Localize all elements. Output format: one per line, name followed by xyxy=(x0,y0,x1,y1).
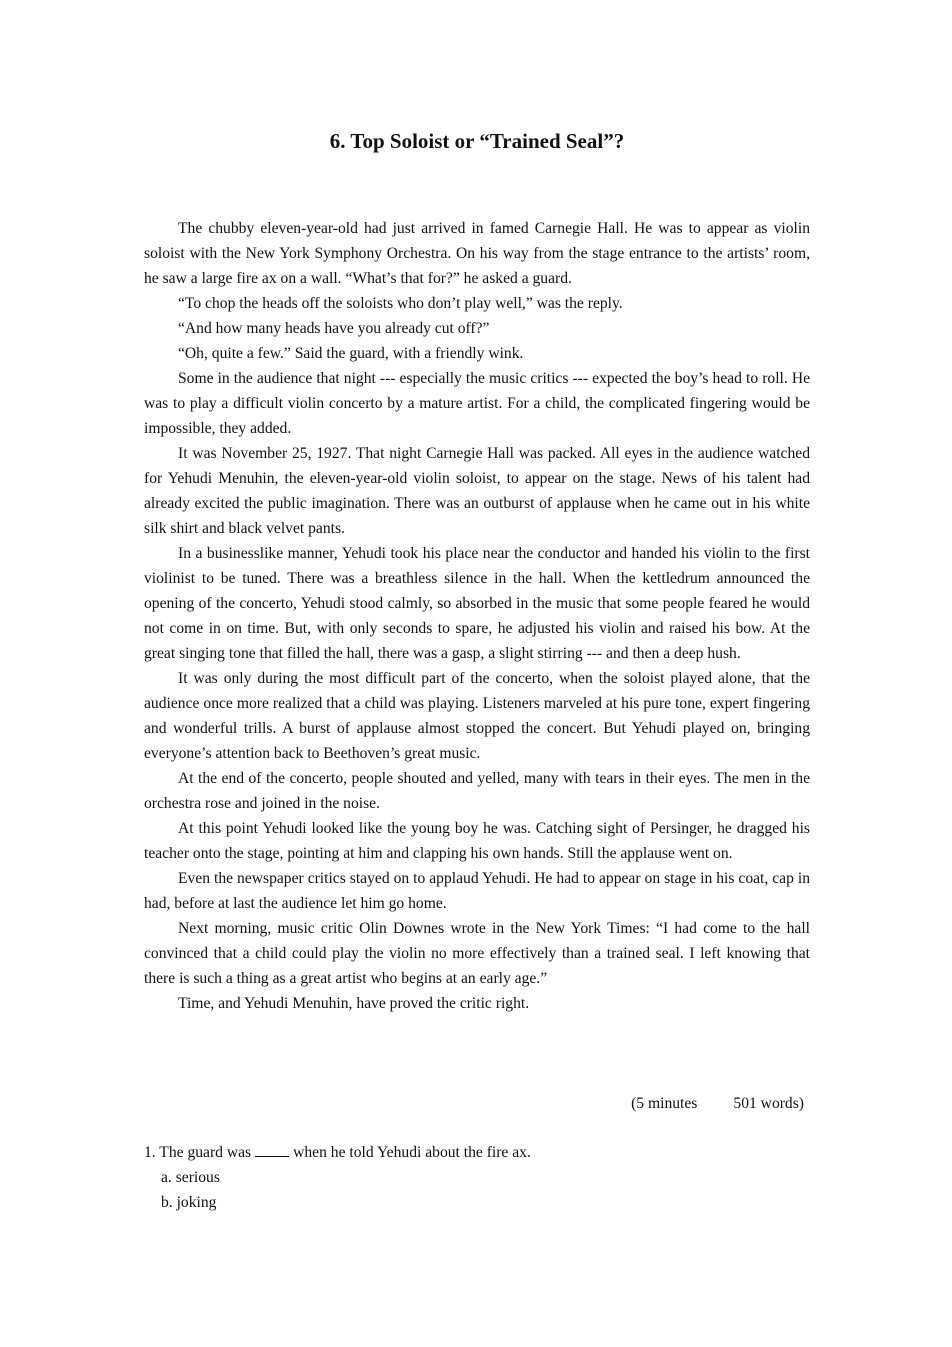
paragraph: It was November 25, 1927. That night Carnegie Hall was packed. All eyes in the audience watched for Yehudi Menuhin, the eleven-year-old violin soloist, to appear on the stage. News of his talent had already excited the public imagination. There was an outburst of applause when he came out in his white silk shirt and black velvet pants. xyxy=(144,445,810,537)
article-title: 6. Top Soloist or “Trained Seal”? xyxy=(329,129,625,153)
answer-blank xyxy=(255,1142,289,1157)
word-count: 501 words) xyxy=(733,1095,804,1112)
reading-time: (5 minutes xyxy=(631,1095,698,1112)
paragraph: Next morning, music critic Olin Downes wrote in the New York Times: “I had come to the hall convinced that a child could play the violin no more effectively than a trained seal. I left knowing that there is such a thing as a great artist who begins at an early age.” xyxy=(144,920,810,987)
paragraph: It was only during the most difficult part of the concerto, when the soloist played alone, that the audience once more realized that a child was playing. Listeners marveled at his pure tone, expert fingering and wonderful trills. A burst of applause almost stopped the concert. But Yehudi played on, bringing everyone’s attention back to Beethoven’s great music. xyxy=(144,670,810,762)
paragraph: “To chop the heads off the soloists who don’t play well,” was the reply. xyxy=(178,295,623,312)
paragraph: Even the newspaper critics stayed on to applaud Yehudi. He had to appear on stage in his coat, cap in had, before at last the audience let him go home. xyxy=(144,870,810,912)
paragraph: “Oh, quite a few.” Said the guard, with a friendly wink. xyxy=(178,345,524,362)
paragraph: At this point Yehudi looked like the young boy he was. Catching sight of Persinger, he dragged his teacher onto the stage, pointing at him and clapping his own hands. Still the applause went on. xyxy=(144,820,810,862)
paragraph: Some in the audience that night --- especially the music critics --- expected the boy’s head to roll. He was to play a difficult violin concerto by a mature artist. For a child, the complicated fingering would be impossible, they added. xyxy=(144,370,810,437)
paragraph: At the end of the concerto, people shouted and yelled, many with tears in their eyes. The men in the orchestra rose and joined in the noise. xyxy=(144,770,810,812)
paragraph: “And how many heads have you already cut off?” xyxy=(178,320,490,337)
article-body xyxy=(144,216,810,1016)
paragraph: In a businesslike manner, Yehudi took his place near the conductor and handed his violin to the first violinist to be tuned. There was a breathless silence in the hall. When the kettledrum announced the opening of the concerto, Yehudi stood calmly, so absorbed in the music that some people feared he would not come in on time. But, with only seconds to spare, he adjusted his violin and raised his bow. At the great singing tone that filled the hall, there was a gasp, a slight stirring --- and then a deep hush. xyxy=(144,545,810,662)
question-suffix: when he told Yehudi about the fire ax. xyxy=(293,1144,531,1161)
question-prefix: 1. The guard was xyxy=(144,1144,252,1161)
question-block xyxy=(144,1140,810,1215)
option-b: b. joking xyxy=(161,1194,217,1211)
question-text xyxy=(144,1140,810,1165)
option-a: a. serious xyxy=(161,1169,220,1186)
paragraph: Time, and Yehudi Menuhin, have proved the critic right. xyxy=(178,995,530,1012)
paragraph: The chubby eleven-year-old had just arrived in famed Carnegie Hall. He was to appear as violin soloist with the New York Symphony Orchestra. On his way from the stage entrance to the artists’ room, he saw a large fire ax on a wall. “What’s that for?” he asked a guard. xyxy=(144,220,810,287)
reading-stats xyxy=(631,1091,804,1116)
document-page xyxy=(144,0,810,1347)
answer-options xyxy=(144,1165,810,1215)
